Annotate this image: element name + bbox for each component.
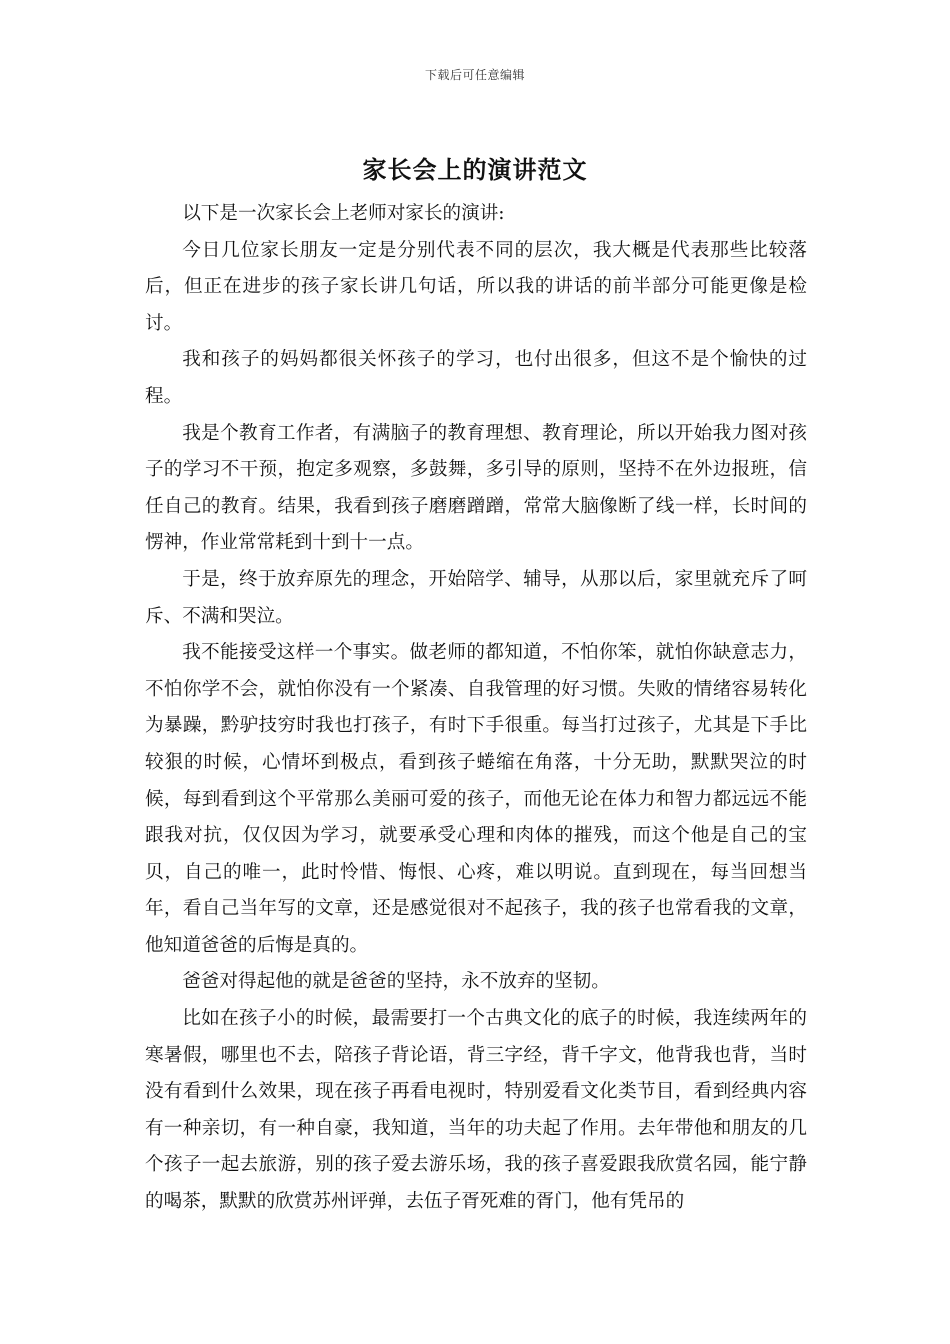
paragraph-2: 今日几位家长朋友一定是分别代表不同的层次，我大概是代表那些比较落后，但正在进步的孩子家长讲几句话，所以我的讲话的前半部分可能更像是检讨。 bbox=[145, 239, 807, 334]
paragraph-6: 我不能接受这样一个事实。做老师的都知道，不怕你笨，就怕你缺意志力，不怕你学不会，就怕你没有一个紧凑、自我管理的好习惯。失败的情绪容易转化为暴躁，黔驴技穷时我也打孩子，有时下手很重。每当打过孩子，尤其是下手比较狠的时候，心情坏到极点，看到孩子蜷缩在角落，十分无助，默默哭泣的时候，每到看到这个平常那么美丽可爱的孩子，而他无论在体力和智力都远远不能跟我对抗，仅仅因为学习，就要承受心理和肉体的摧残，而这个他是自己的宝贝，自己的唯一，此时怜惜、悔恨、心疼，难以明说。直到现在，每当回想当年，看自己当年写的文章，还是感觉很对不起孩子，我的孩子也常看我的文章，他知道爸爸的后悔是真的。 bbox=[145, 642, 807, 956]
header-note: 下载后可任意编辑 bbox=[424, 68, 525, 82]
document-body bbox=[145, 196, 807, 1221]
paragraph-5: 于是，终于放弃原先的理念，开始陪学、辅导，从那以后，家里就充斥了呵斥、不满和哭泣。 bbox=[145, 568, 807, 627]
paragraph-1: 以下是一次家长会上老师对家长的演讲: bbox=[182, 203, 505, 224]
paragraph-7: 爸爸对得起他的就是爸爸的坚持，永不放弃的坚韧。 bbox=[182, 971, 610, 993]
paragraph-8: 比如在孩子小的时候，最需要打一个古典文化的底子的时候，我连续两年的寒暑假，哪里也不去，陪孩子背论语，背三字经，背千字文，他背我也背，当时没有看到什么效果，现在孩子再看电视时，特别爱看文化类节目，看到经典内容有一种亲切，有一种自豪，我知道，当年的功夫起了作用。去年带他和朋友的几个孩子一起去旅游，别的孩子爱去游乐场，我的孩子喜爱跟我欣赏名园，能宁静的喝茶，默默的欣赏苏州评弹，去伍子胥死难的胥门，他有凭吊的 bbox=[145, 1008, 807, 1213]
document-title: 家长会上的演讲范文 bbox=[362, 155, 588, 184]
paragraph-3: 我和孩子的妈妈都很关怀孩子的学习，也付出很多，但这不是个愉快的过程。 bbox=[145, 349, 807, 407]
paragraph-4: 我是个教育工作者，有满脑子的教育理想、教育理论，所以开始我力图对孩子的学习不干预，抱定多观察，多鼓舞，多引导的原则，坚持不在外边报班，信任自己的教育。结果，我看到孩子磨磨蹭蹭，常常大脑像断了线一样，长时间的愣神，作业常常耗到十到十一点。 bbox=[145, 422, 807, 554]
